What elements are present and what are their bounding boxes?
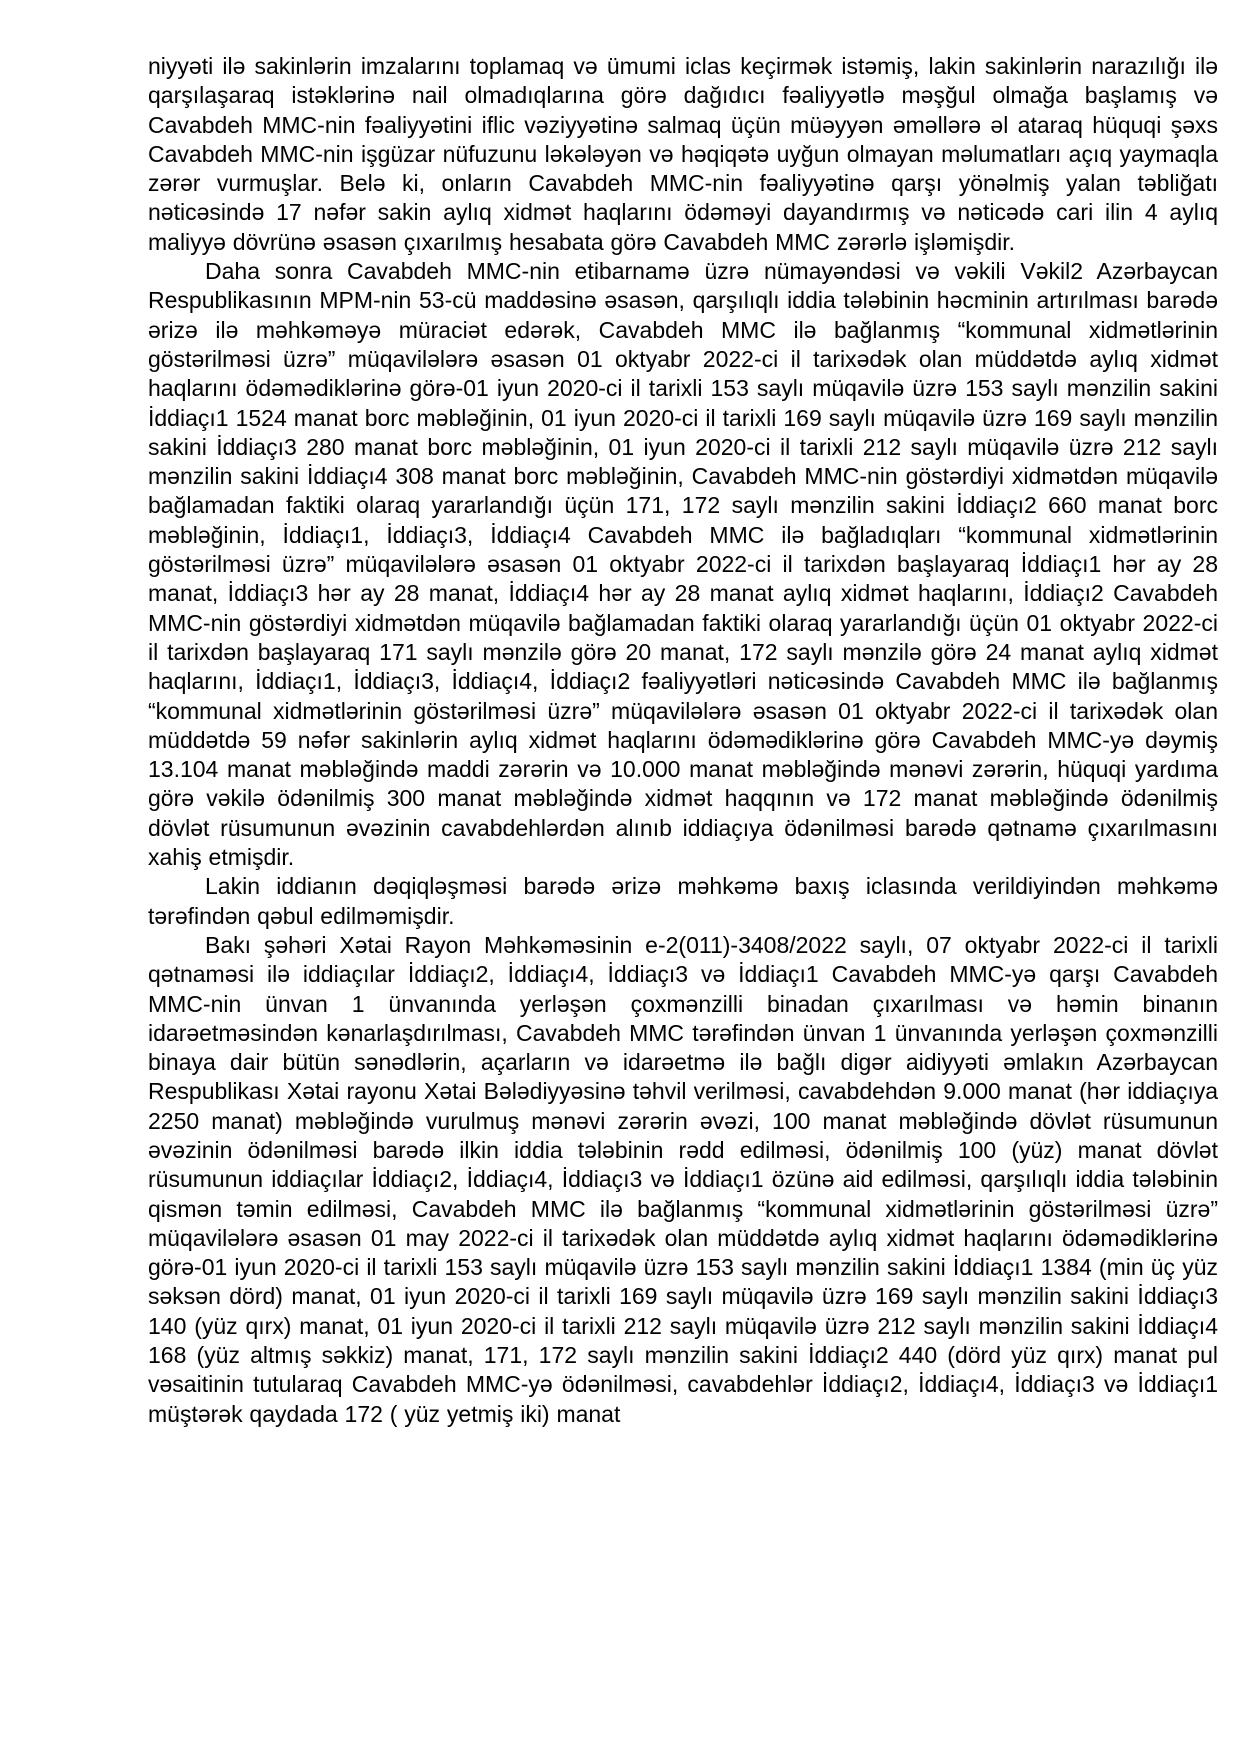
paragraph-court-judgment: Bakı şəhəri Xətai Rayon Məhkəməsinin e-2(011)-3408/2022 saylı, 07 oktyabr 2022-ci il tarixli qətnaməsi ilə iddiaçılar İddiaçı2, İddiaçı4, İddiaçı3 və İddiaçı1 Cavabdeh MMC-yə qarşı Cavabdeh MMC-nin ünvan 1 ünvanında yerləşən çoxmənzilli binadan çıxarılması və həmin binanın idarəetməsindən kənarlaşdırılması, Cavabdeh MMC tərəfindən ünvan 1 ünvanında yerləşən çoxmənzilli binaya dair bütün sənədlərin, açarların və idarəetmə ilə bağlı digər aidiyyəti əmlakın Azərbaycan Respublikası Xətai rayonu Xətai Bələdiyyəsinə təhvil verilməsi, cavabdehdən 9.000 manat (hər iddiaçıya 2250 manat) məbləğində vurulmuş mənəvi zərərin əvəzi, 100 manat məbləğində dövlət rüsumunun əvəzinin ödənilməsi barədə ilkin iddia tələbinin rədd edilməsi, ödənilmiş 100 (yüz) manat dövlət rüsumunun iddiaçılar İddiaçı2, İddiaçı4, İddiaçı3 və İddiaçı1 özünə aid edilməsi, qarşılıqlı iddia tələbinin qismən təmin edilməsi, Cavabdeh MMC ilə bağlanmış “kommunal xidmətlərinin göstərilməsi üzrə” müqavilələrə əsasən 01 may 2022-ci il tarixədək olan müddətdə aylıq xidmət haqlarını ödəmədiklərinə görə-01 iyun 2020-ci il tarixli 153 saylı müqavilə üzrə 153 saylı mənzilin sakini İddiaçı1 1384 (min üç yüz səksən dörd) manat, 01 iyun 2020-ci il tarixli 169 saylı müqavilə üzrə 169 saylı mənzilin sakini İddiaçı3 140 (yüz qırx) manat, 01 iyun 2020-ci il tarixli 212 saylı müqavilə üzrə 212 saylı mənzilin sakini İddiaçı4 168 (yüz altmış səkkiz) manat, 171, 172 saylı mənzilin sakini İddiaçı2 440 (dörd yüz qırx) manat pul vəsaitinin tutularaq Cavabdeh MMC-yə ödənilməsi, cavabdehlər İddiaçı2, İddiaçı4, İddiaçı3 və İddiaçı1 müştərək qaydada 172 ( yüz yetmiş iki) manat [148,931,1218,1427]
paragraph-continuation: niyyəti ilə sakinlərin imzalarını toplamaq və ümumi iclas keçirmək istəmiş, lakin sakinlərin narazılığı ilə qarşılaşaraq istəklərinə nail olmadıqlarına görə dağıdıcı fəaliyyətlə məşğul olmağa başlamış və Cavabdeh MMC-nin fəaliyyətini iflic vəziyyətinə salmaq üçün müəyyən əməllərə əl ataraq hüquqi şəxs Cavabdeh MMC-nin işgüzar nüfuzunu ləkələyən və həqiqətə uyğun olmayan məlumatları açıq yaymaqla zərər vurmuşlar. Belə ki, onların Cavabdeh MMC-nin fəaliyyətinə qarşı yönəlmiş yalan təbliğatı nəticəsində 17 nəfər sakin aylıq xidmət haqlarını ödəməyi dayandırmış və nəticədə cari ilin 4 aylıq maliyyə dövrünə əsasən çıxarılmış hesabata görə Cavabdeh MMC zərərlə işləmişdir. [148,53,1218,255]
paragraph-counterclaim-increase: Daha sonra Cavabdeh MMC-nin etibarnamə üzrə nümayəndəsi və vəkili Vəkil2 Azərbaycan Respublikasının MPM-nin 53-cü maddəsinə əsasən, qarşılıqlı iddia tələbinin həcminin artırılması barədə ərizə ilə məhkəməyə müraciət edərək, Cavabdeh MMC ilə bağlanmış “kommunal xidmətlərinin göstərilməsi üzrə” müqavilələrə əsasən 01 oktyabr 2022-ci il tarixədək olan müddətdə aylıq xidmət haqlarını ödəmədiklərinə görə-01 iyun 2020-ci il tarixli 153 saylı müqavilə üzrə 153 saylı mənzilin sakini İddiaçı1 1524 manat borc məbləğinin, 01 iyun 2020-ci il tarixli 169 saylı müqavilə üzrə 169 saylı mənzilin sakini İddiaçı3 280 manat borc məbləğinin, 01 iyun 2020-ci il tarixli 212 saylı müqavilə üzrə 212 saylı mənzilin sakini İddiaçı4 308 manat borc məbləğinin, Cavabdeh MMC-nin göstərdiyi xidmətdən müqavilə bağlamadan faktiki olaraq yararlandığı üçün 171, 172 saylı mənzilin sakini İddiaçı2 660 manat borc məbləğinin, İddiaçı1, İddiaçı3, İddiaçı4 Cavabdeh MMC ilə bağladıqları “kommunal xidmətlərinin göstərilməsi üzrə” müqavilələrə əsasən 01 oktyabr 2022-ci il tarixdən başlayaraq İddiaçı1 hər ay 28 manat, İddiaçı3 hər ay 28 manat, İddiaçı4 hər ay 28 manat aylıq xidmət haqlarını, İddiaçı2 Cavabdeh MMC-nin göstərdiyi xidmətdən müqavilə bağlamadan faktiki olaraq yararlandığı üçün 01 oktyabr 2022-ci il tarixdən başlayaraq 171 saylı mənzilə görə 20 manat, 172 saylı mənzilə görə 24 manat aylıq xidmət haqlarını, İddiaçı1, İddiaçı3, İddiaçı4, İddiaçı2 fəaliyyətləri nəticəsində Cavabdeh MMC ilə bağlanmış “kommunal xidmətlərinin göstərilməsi üzrə” müqavilələrə əsasən 01 oktyabr 2022-ci il tarixədək olan müddətdə 59 nəfər sakinlərin aylıq xidmət haqlarını ödəmədiklərinə görə Cavabdeh MMC-yə dəymiş 13.104 manat məbləğində maddi zərərin və 10.000 manat məbləğində mənəvi zərərin, hüquqi yardıma görə vəkilə ödənilmiş 300 manat məbləğində xidmət haqqının və 172 manat məbləğində ödənilmiş dövlət rüsumunun əvəzinin cavabdehlərdən alınıb iddiaçıya ödənilməsi barədə qətnamə çıxarılmasını xahiş etmişdir. [148,258,1218,871]
paragraph-motion-not-accepted: Lakin iddianın dəqiqləşməsi barədə ərizə məhkəmə baxış iclasında verildiyindən məhkəmə tərəfindən qəbul edilməmişdir. [148,873,1218,929]
